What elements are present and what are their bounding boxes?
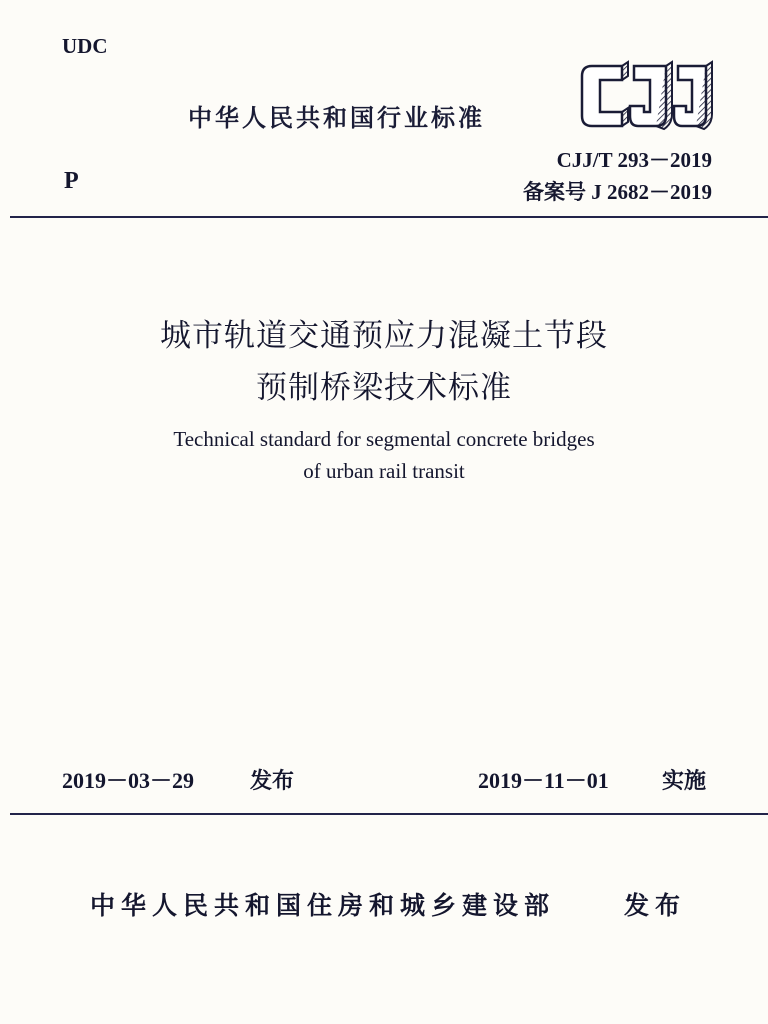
cjj-logo [578, 58, 716, 134]
title-english-line2: of urban rail transit [303, 459, 465, 483]
issuer-name: 中华人民共和国住房和城乡建设部 [90, 891, 556, 920]
standard-category: 中华人民共和国行业标准 [188, 104, 485, 132]
record-number: 备案号 J 2682－2019 [523, 180, 712, 204]
issue-label: 发布 [250, 769, 295, 794]
issue-date: 2019－03－29 [62, 768, 195, 793]
implementation-label: 实施 [662, 769, 707, 794]
title-chinese-line2: 预制桥梁技术标准 [256, 370, 512, 406]
logo-text: CJJ [646, 104, 648, 105]
udc-label: UDC [62, 34, 108, 58]
implementation-date: 2019－11－01 [478, 768, 609, 793]
bottom-divider [10, 813, 768, 815]
title-chinese-line1: 城市轨道交通预应力混凝土节段 [160, 318, 608, 354]
standard-code: CJJ/T 293－2019 [556, 148, 712, 172]
title-english-line1: Technical standard for segmental concrete bridges [173, 427, 595, 451]
classification-label: P [64, 168, 79, 194]
issuer-action: 发布 [624, 891, 687, 920]
top-divider [10, 216, 768, 218]
